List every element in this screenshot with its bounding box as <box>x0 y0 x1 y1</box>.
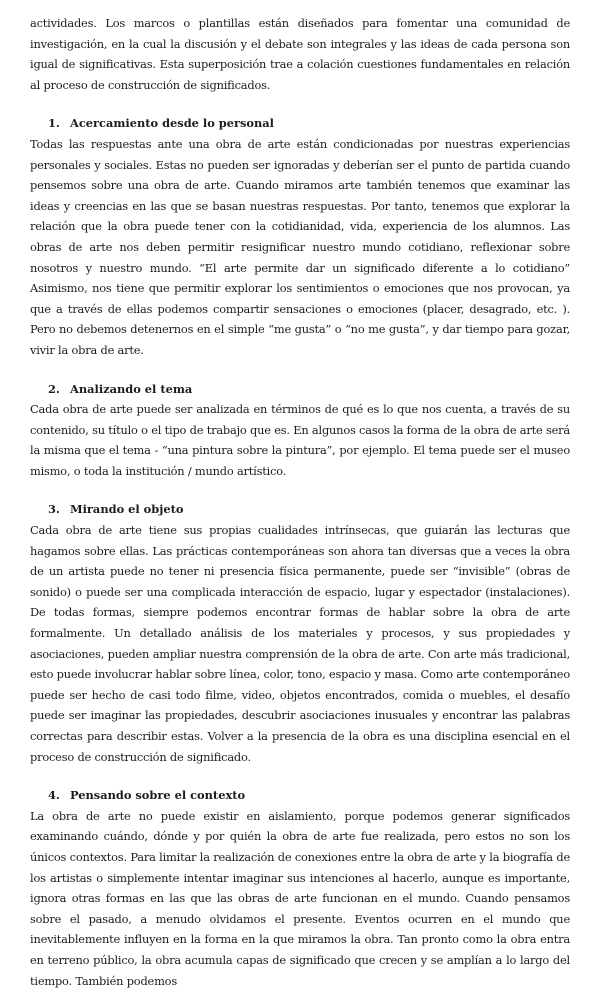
section-number: 1. <box>48 116 60 131</box>
section-body: Todas las respuestas ante una obra de arte están condicionadas por nuestras experiencias personales y sociales. Estas no pueden ser ignoradas y deberían ser el punto de partida cuando pensemos sobre una obra de arte. Cuando miramos arte también tenemos que examinar las ideas y creencias en las que se basan nuestras respuestas. Por tanto, tenemos que explorar la relación que la obra puede tener con la cotidianidad, vida, experiencia de los alumnos. Las obras de arte nos deben permitir resignificar nuestro mundo cotidiano, reflexionar sobre nosotros y nuestro mundo. “El arte permite dar un significado diferente a lo cotidiano” Asimismo, nos tiene que permitir explorar los sentimientos o emociones que nos provocan, ya que a través de ellas podemos compartir sensaciones o emociones (placer, desagrado, etc. ). Pero no debemos detenernos en el simple “me gusta” o “no me gusta”, y dar tiempo para gozar, vivir la obra de arte. <box>30 136 570 357</box>
section-body: Cada obra de arte tiene sus propias cualidades intrínsecas, que guiarán las lecturas que hagamos sobre ellas. Las prácticas contemporáneas son ahora tan diversas que a veces la obra de un artista puede no tener ni presencia física permanente, puede ser “invisible” (obras de sonido) o puede ser una complicada interacción de espacio, lugar y espectador (instalaciones). De todas formas, siempre podemos encontrar formas de hablar sobre la obra de arte formalmente. Un detallado análisis de los materiales y procesos, y sus propiedades y asociaciones, pueden ampliar nuestra comprensión de la obra de arte. Con arte más tradicional, esto puede involucrar hablar sobre línea, color, tono, espacio y masa. Como arte contemporáneo puede ser hecho de casi todo filme, video, objetos encontrados, comida o muebles, el desafío puede ser imaginar las propiedades, descubrir asociaciones inusuales y encontrar las palabras correctas para describir estas. Volver a la presencia de la obra es una disciplina esencial en el proceso de construcción de significado. <box>30 523 570 764</box>
section-number: 4. <box>48 788 60 803</box>
section-heading <box>30 113 570 134</box>
section-number: 2. <box>48 381 60 396</box>
section-number: 3. <box>48 502 60 517</box>
section-title: Mirando el objeto <box>70 502 184 517</box>
section-heading <box>30 499 570 520</box>
section-title: Pensando sobre el contexto <box>70 788 246 803</box>
section-objeto <box>30 499 570 767</box>
section-body: Cada obra de arte puede ser analizada en términos de qué es lo que nos cuenta, a través de su contenido, su título o el tipo de trabajo que es. En algunos casos la forma de la obra de arte será la misma que el tema - “una pintura sobre la pintura”, por ejemplo. El tema puede ser el museo mismo, o toda la institución / mundo artístico. <box>30 402 570 478</box>
section-personal <box>30 113 570 360</box>
section-heading <box>30 379 570 400</box>
section-heading <box>30 785 570 806</box>
section-body: La obra de arte no puede existir en aislamiento, porque podemos generar significados examinando cuándo, dónde y por quién la obra de arte fue realizada, pero estos no son los únicos contextos. Para limitar la realización de conexiones entre la obra de arte y la biografía de los artistas o simplemente intentar imaginar sus intenciones al hacerlo, aunque es importante, ignora otras formas en las que las obras de arte funcionan en el mundo. Cuando pensamos sobre el pasado, a menudo olvidamos el presente. Eventos ocurren en el mundo que inevitablemente influyen en la forma en la que miramos la obra. Tan pronto como la obra entra en terreno público, la obra acumula capas de significado que crecen y se amplían a lo largo del tiempo. También podemos <box>30 808 570 988</box>
section-tema <box>30 379 570 482</box>
section-title: Acercamiento desde lo personal <box>70 116 274 131</box>
intro-paragraph: actividades. Los marcos o plantillas están diseñados para fomentar una comunidad de investigación, en la cual la discusión y el debate son integrales y las ideas de cada persona son igual de significativas. Esta superposición trae a colación cuestiones fundamentales en relación al proceso de construcción de significados. <box>30 16 570 92</box>
section-contexto <box>30 785 570 991</box>
section-title: Analizando el tema <box>70 381 193 396</box>
